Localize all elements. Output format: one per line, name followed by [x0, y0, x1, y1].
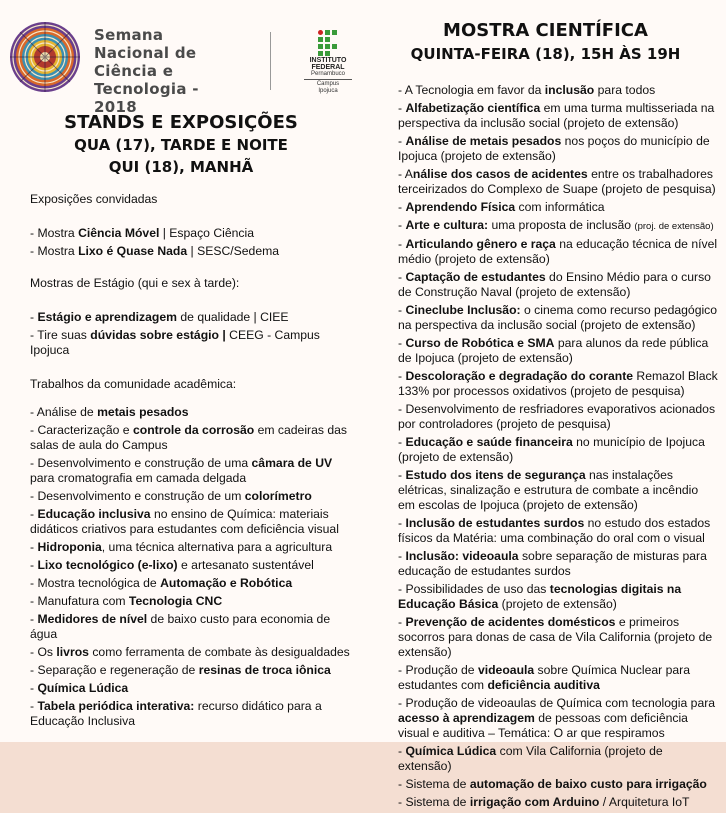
list-item: - Caracterização e controle da corrosão em cadeiras das salas de aula do Campus [30, 423, 348, 452]
list-item: - Análise dos casos de acidentes entre os trabalhadores terceirizados do Complexo de Suape (projeto de pesquisa) [398, 167, 716, 196]
if-grid-icon [318, 30, 338, 56]
list-item: - Mostra tecnológica de Automação e Robótica [30, 576, 293, 590]
list-item: - Os livros como ferramenta de combate às desigualdades [30, 645, 350, 659]
list-item: - Análise de metais pesados [30, 405, 189, 419]
exposicoes-section [30, 192, 350, 262]
list-item: - Articulando gênero e raça na educação técnica de nível médio (projeto de extensão) [398, 237, 718, 266]
exposicoes-heading: Exposições convidadas [30, 192, 158, 206]
list-item: - Mostra Ciência Móvel | Espaço Ciência [30, 226, 254, 240]
list-item: - Desenvolvimento de resfriadores evaporativos acionados por controladores (projeto de pesquisa) [398, 402, 716, 431]
trabalhos-section [30, 377, 350, 732]
list-item: - Produção de videoaulas de Química com tecnologia para acesso à aprendizagem de pessoas com deficiência visual e auditiva – Temática: O ar que respiramos [398, 696, 716, 740]
stands-title: STANDS E EXPOSIÇÕES [64, 112, 298, 133]
list-item: - Medidores de nível de baixo custo para economia de água [30, 612, 331, 641]
list-item: - Estágio e aprendizagem de qualidade | CIEE [30, 310, 289, 324]
event-mandala-logo-icon [8, 20, 82, 94]
mostra-title: MOSTRA CIENTÍFICA [443, 20, 648, 41]
list-item: - Manufatura com Tecnologia CNC [30, 594, 223, 608]
list-item: - Tire suas dúvidas sobre estágio | CEEG - Campus Ipojuca [30, 328, 320, 357]
list-item: - Educação inclusiva no ensino de Química: materiais didáticos criativos para estudantes com deficiência visual [30, 507, 339, 536]
list-item: - Sistema de automação de baixo custo para irrigação [398, 777, 707, 791]
list-item: - Prevenção de acidentes domésticos e primeiros socorros para donas de casa de Vila California (projeto de extensão) [398, 615, 713, 659]
trabalhos-heading: Trabalhos da comunidade acadêmica: [30, 377, 237, 391]
stands-schedule-2: QUI (18), MANHÃ [108, 158, 254, 176]
list-item: - Possibilidades de uso das tecnologias digitais na Educação Básica (projeto de extensão) [398, 582, 682, 611]
list-item: - Química Lúdica com Vila California (projeto de extensão) [398, 744, 663, 773]
list-item: - Inclusão de estudantes surdos no estudo dos estados físicos da Matéria: uma combinação do oral com o visual [398, 516, 711, 545]
if-campus: Campus Ipojuca [316, 81, 340, 94]
list-item: - Curso de Robótica e SMA para alunos da rede pública de Ipojuca (projeto de extensão) [398, 336, 709, 365]
list-item: - Arte e cultura: uma proposta de inclusão (proj. de extensão) [398, 218, 714, 232]
list-item: - Separação e regeneração de resinas de troca iônica [30, 663, 331, 677]
list-item: - Alfabetização científica em uma turma multisseriada na perspectiva da inclusão social (projeto de extensão) [398, 101, 715, 130]
list-item: - Desenvolvimento e construção de um colorímetro [30, 489, 312, 503]
header-divider [270, 32, 271, 90]
estagio-heading: Mostras de Estágio (qui e sex à tarde): [30, 276, 240, 290]
list-item: - Sistema de irrigação com Arduino / Arquitetura IoT [398, 795, 690, 809]
list-item: - Desenvolvimento e construção de uma câmara de UV para cromatografia em camada delgada [30, 456, 333, 485]
event-title: Semana Nacional de Ciência e Tecnologia - 2018 [94, 26, 199, 116]
list-item: - A Tecnologia em favor da inclusão para todos [398, 83, 656, 97]
list-item: - Captação de estudantes do Ensino Médio para o curso de Construção Naval (projeto de extensão) [398, 270, 711, 299]
if-pernambuco-logo [304, 30, 352, 102]
list-item: - Tabela periódica interativa: recurso didático para a Educação Inclusiva [30, 699, 322, 728]
if-state: Pernambuco [304, 71, 352, 80]
list-item: - Análise de metais pesados nos poços do município de Ipojuca (projeto de extensão) [398, 134, 710, 163]
list-item: - Educação e saúde financeira no município de Ipojuca (projeto de extensão) [398, 435, 705, 464]
list-item: - Lixo tecnológico (e-lixo) e artesanato sustentável [30, 558, 314, 572]
mostra-list [398, 83, 718, 813]
list-item: - Hidroponia, uma técnica alternativa para a agricultura [30, 540, 333, 554]
list-item: - Cineclube Inclusão: o cinema como recurso pedagógico na perspectiva da inclusão social (projeto de extensão) [398, 303, 718, 332]
list-item: - Mostra Lixo é Quase Nada | SESC/Sedema [30, 244, 280, 258]
list-item: - Descoloração e degradação do corante Remazol Black 133% por processos oxidativos (projeto de pesquisa) [398, 369, 718, 398]
if-name: INSTITUTO FEDERAL [309, 57, 347, 71]
list-item: - Química Lúdica [30, 681, 129, 695]
mostra-schedule: QUINTA-FEIRA (18), 15H ÀS 19H [410, 45, 681, 63]
list-item: - Estudo dos itens de segurança nas instalações elétricas, sinalização e estrutura de combate a incêndio em escolas de Ipojuca (projeto de extensão) [398, 468, 699, 512]
header-logos [8, 20, 358, 116]
list-item: - Inclusão: videoaula sobre separação de misturas para educação de estudantes surdos [398, 549, 707, 578]
stands-schedule-1: QUA (17), TARDE E NOITE [74, 136, 288, 154]
estagio-section [30, 276, 350, 361]
list-item: - Produção de videoaula sobre Química Nuclear para estudantes com deficiência auditiva [398, 663, 690, 692]
list-item: - Aprendendo Física com informática [398, 200, 605, 214]
